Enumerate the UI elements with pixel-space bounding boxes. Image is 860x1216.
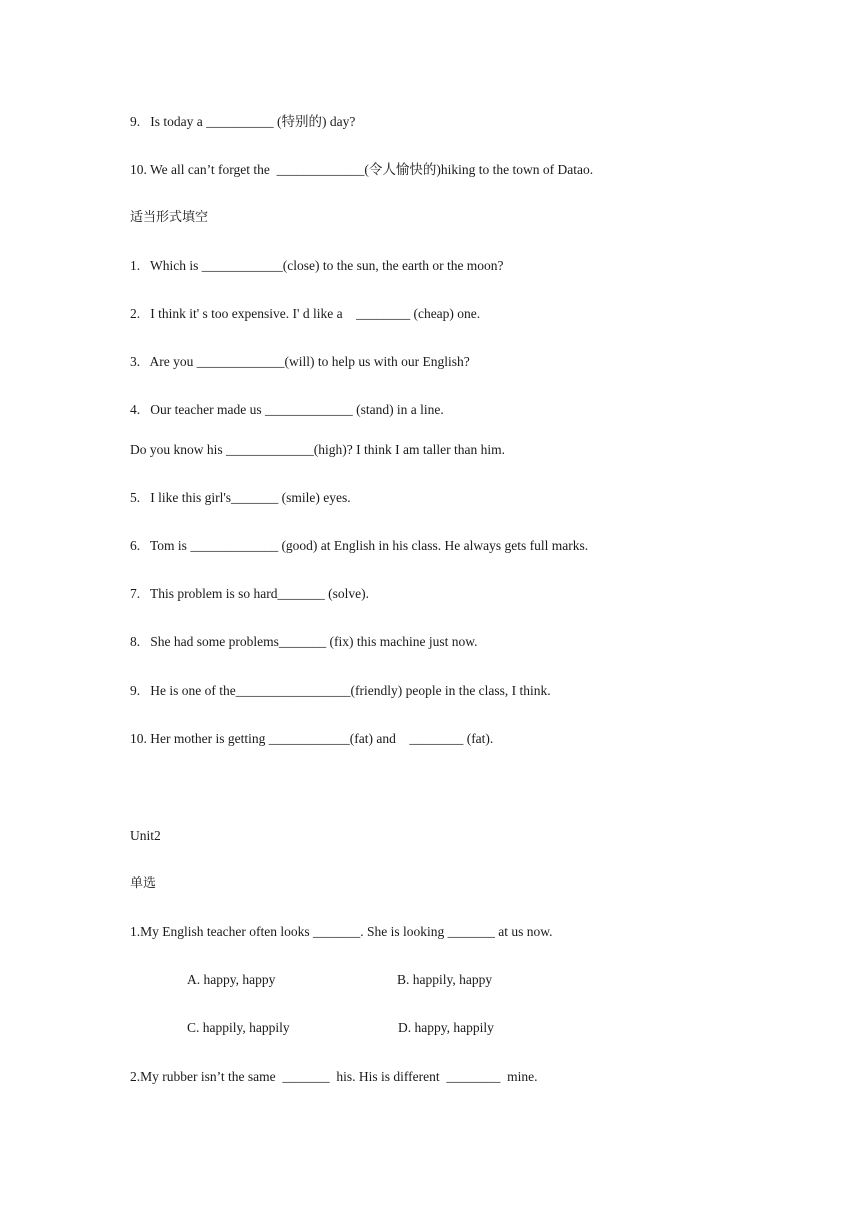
mc-question-2: 2.My rubber isn’t the same _______ his. His is different ________ mine. (130, 1069, 538, 1084)
mc-option-c: C. happily, happily (187, 1020, 290, 1035)
form-item-unnumbered: Do you know his _____________(high)? I think I am taller than him. (130, 442, 505, 457)
form-item-1: 1. Which is ____________(close) to the sun, the earth or the moon? (130, 258, 504, 273)
form-item-9: 9. He is one of the_________________(friendly) people in the class, I think. (130, 683, 551, 698)
translation-item-10: 10. We all can’t forget the _____________(令人愉快的)hiking to the town of Datao. (130, 162, 594, 177)
form-item-3: 3. Are you _____________(will) to help us with our English? (130, 354, 470, 369)
form-item-8: 8. She had some problems_______ (fix) this machine just now. (130, 634, 478, 649)
form-item-2: 2. I think it' s too expensive. I' d like a ________ (cheap) one. (130, 306, 481, 321)
section-heading-single-choice: 单选 (130, 876, 157, 891)
unit-title: Unit2 (130, 828, 161, 843)
form-item-4: 4. Our teacher made us _____________ (stand) in a line. (130, 402, 444, 417)
mc-question-1: 1.My English teacher often looks _______. She is looking _______ at us now. (130, 924, 553, 939)
section-heading-form-fill: 适当形式填空 (130, 210, 209, 225)
form-item-6: 6. Tom is _____________ (good) at English in his class. He always gets full marks. (130, 538, 589, 553)
mc-option-b: B. happily, happy (397, 972, 493, 987)
translation-item-9: 9. Is today a __________ (特别的) day? (130, 114, 356, 129)
mc-option-d: D. happy, happily (398, 1020, 494, 1035)
form-item-7: 7. This problem is so hard_______ (solve). (130, 586, 369, 601)
form-item-10: 10. Her mother is getting ____________(fat) and ________ (fat). (130, 731, 494, 746)
form-item-5: 5. I like this girl's_______ (smile) eyes. (130, 490, 351, 505)
mc-option-a: A. happy, happy (187, 972, 276, 987)
